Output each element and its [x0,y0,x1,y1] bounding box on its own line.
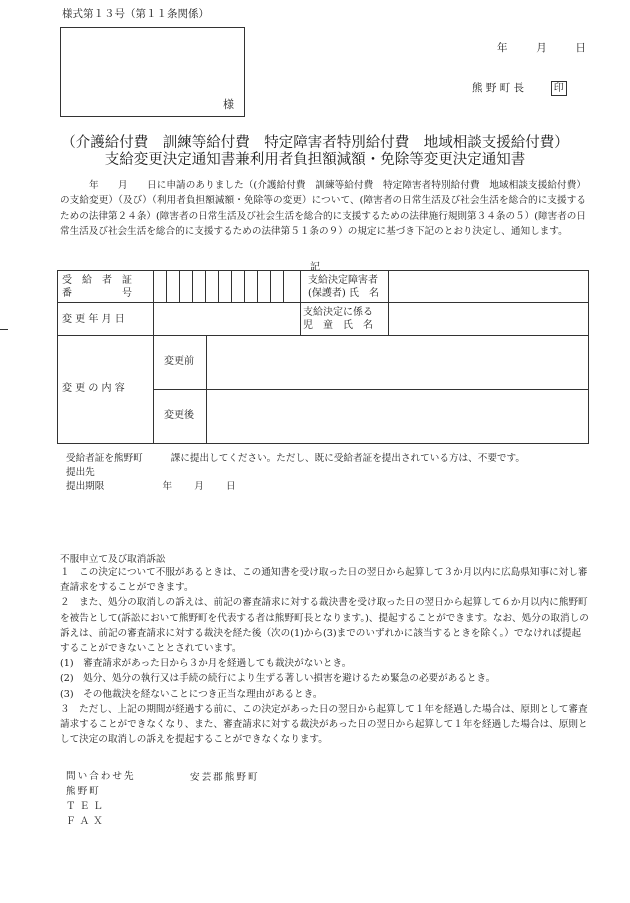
recipient-number-label: 受 給 者 証 番 号 [62,275,132,299]
form-number: 様式第１３号（第１１条関係） [62,8,209,20]
deadline-day: 日 [225,481,236,492]
appeal-title: 不服申立て及び取消訴訟 [60,554,166,565]
contact-tel: ＴＥＬ [66,801,107,812]
issuer-title: 熊 野 町 長 [472,82,525,94]
guardian-name-label: 支給決定障害者 (保護者) 氏 名 [308,275,379,299]
date-day: 日 [575,42,586,54]
contact-fax: ＦＡＸ [66,816,107,827]
appeal-item-2: ２ また、処分の取消しの訴えは、前記の審査請求に対する裁決書を受け取った日の翌日から起算して６か月以内に熊野町を被告として(訴訟において熊野町を代表する者は熊野町長となります。)、提起することができます。なお、処分の取消しの訴えは、前記の審査請求に対する裁決を経た後（次の(1)から(3)までのいずれかに該当するときを除く。）でなければ提起することができないこととされています。 [60,597,589,655]
body-text: 年 月 日に申請のありました（(介護給付費 訓練等給付費 特定障害者特別給付費 地域相談支援給付費）の支給変更）（及び）（利用者負担額減額・免除等の変更）について、(障害者の日常生活及び社会生活を総合的に支援するための法律第２４条）(障害者の日常生活及び社会生活を総合的に支援するための法律施行規則第３４条の５）(障害者の日常生活及び社会生活を総合的に支援するための法律第５１条の９）の規定に基づき下記のとおり決定し、通知します。 [60,180,586,238]
submission-note [66,450,525,464]
addressee-box [60,27,245,117]
child-name-label: 支給決定に係る 児 童 氏 名 [303,307,373,331]
issuer [472,80,567,96]
submission-destination-label: 提出先 [66,467,95,478]
date-month: 月 [536,42,547,54]
seal-mark: 印 [551,81,567,96]
submission-deadline [66,478,236,492]
appeal-item-3: ３ ただし、上記の期間が経過する前に、この決定があった日の翌日から起算して１年を経過した場合は、原則として審査請求することができなくなり、また、審査請求に対する裁決があった日の翌日から起算して１年を経過した場合は、原則として決定の取消しの訴えを提起することができなくなります。 [60,703,588,746]
deadline-month: 月 [194,481,204,492]
after-change-label: 変更後 [164,410,194,421]
appeal-subitem-1: (1) 審査請求があった日から３か月を経過しても裁決がないとき。 [60,658,352,670]
contact-office: 熊野町 [66,786,101,797]
date-year: 年 [497,42,508,54]
margin-mark [0,329,8,330]
addressee-honorific: 様 [223,98,234,111]
decision-table [57,270,589,444]
contact-block [66,769,136,829]
appeal-subitem-2: (2) 処分、処分の執行又は手続の続行により生ずる著しい損害を避けるため緊急の必要があるとき。 [60,673,496,685]
document-title-line1: （介護給付費 訓練等給付費 特定障害者特別給付費 地域相談支援給付費） [61,135,569,151]
deadline-year: 年 [162,481,173,492]
contact-label: 問い合わせ先 [66,771,136,782]
change-content-label: 変 更 の 内 容 [62,383,125,394]
before-change-label: 変更前 [164,356,194,367]
appeal-section [60,565,590,747]
contact-organization: 安芸郡熊野町 [190,772,260,783]
appeal-item-1: １ この決定について不服があるときは、この通知書を受け取った日の翌日から起算して３か月以内に広島県知事に対し審査請求をすることができます。 [60,567,588,594]
ki-heading: 記 [310,262,320,273]
document-title-line2: 支給変更決定通知書兼利用者負担額減額・免除等変更決定通知書 [104,152,526,168]
appeal-subitem-3: (3) その他裁決を経ないことにつき正当な理由があるとき。 [60,688,323,700]
deadline-label: 提出期限 [66,481,105,492]
change-date-label: 変 更 年 月 日 [62,314,125,325]
issue-date [497,40,586,55]
submission-note-prefix: 受給者証を熊野町 [66,453,143,464]
submission-note-suffix: 課に提出してください。ただし、既に受給者証を提出されている方は、不要です。 [170,453,525,464]
